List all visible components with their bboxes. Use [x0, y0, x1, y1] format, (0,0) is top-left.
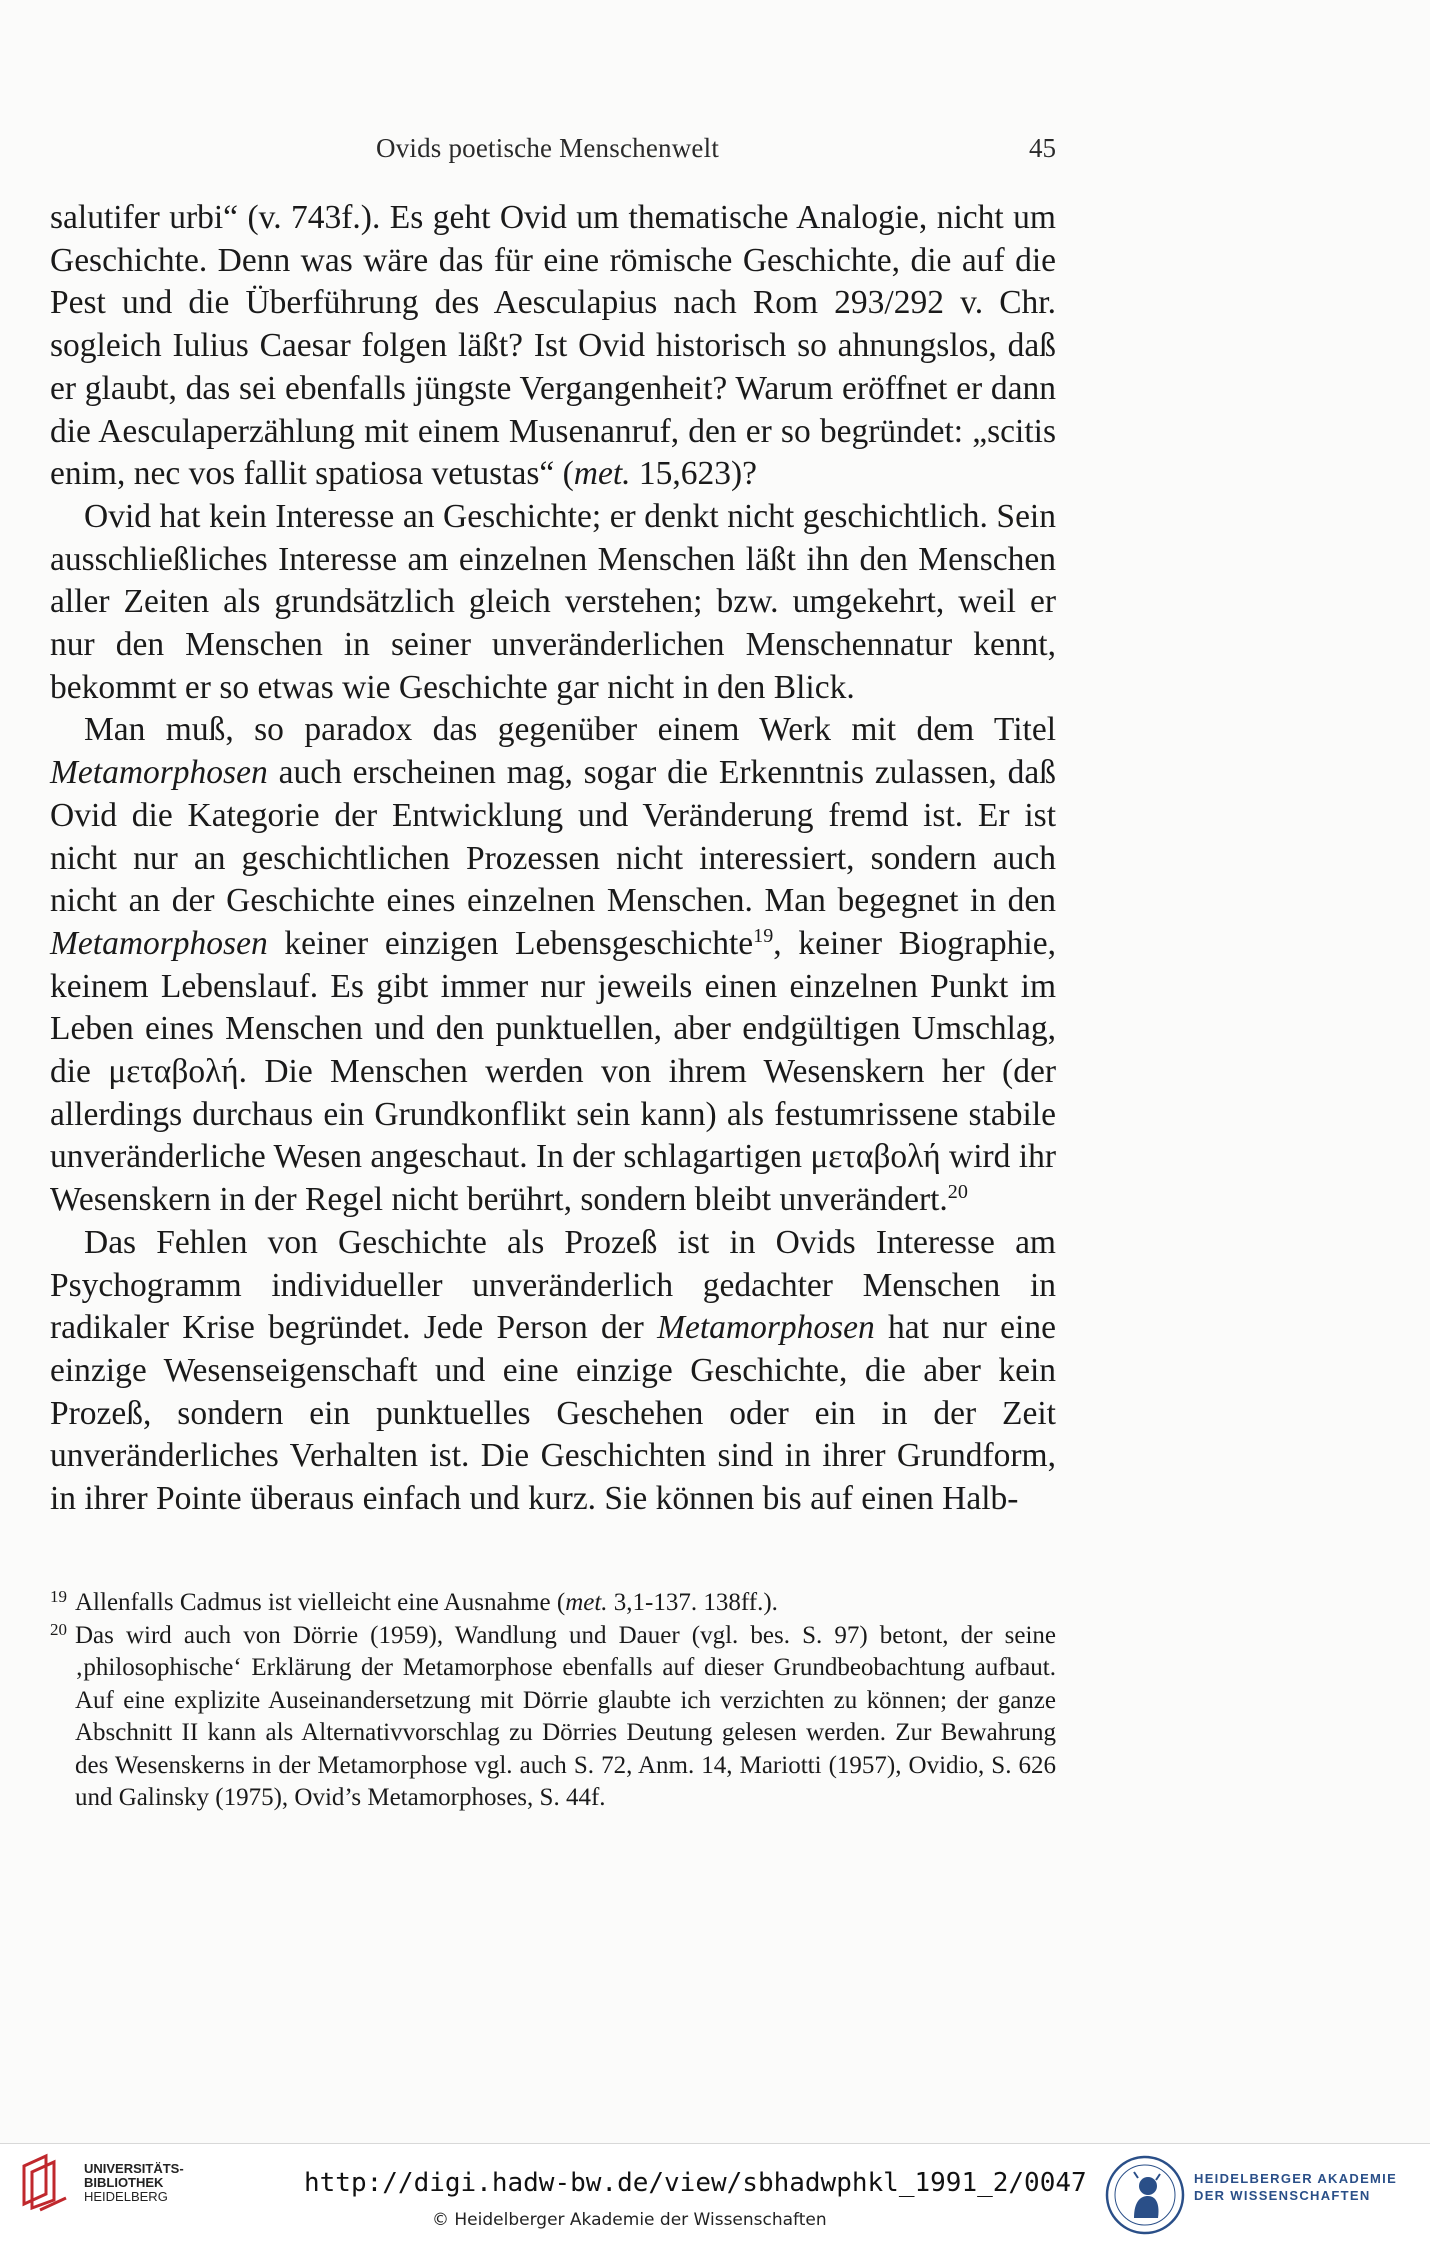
text-run: Man muß, so paradox das gegenüber einem Werk mit dem Titel [84, 711, 1056, 749]
citation-abbrev: met. [573, 455, 631, 493]
footnote-19: 19 Allenfalls Cadmus ist vielleicht eine Ausnahme (met. 3,1-137. 138ff.). [50, 1587, 778, 1616]
library-name-line: UNIVERSITÄTS- [84, 2161, 184, 2176]
body-text [50, 197, 1056, 1521]
text-run: hat nur eine einzige Wesenseigenschaft und eine einzige Geschichte, die aber kein Prozeß, sondern ein punktuelles Geschehen oder ein in der Zeit unveränderliches Verhalten ist. Die Geschichten sind in ihrer Grundform, in ihrer Pointe überaus einfach und kurz. Sie können bis auf einen Halb- [50, 1309, 1056, 1518]
library-name-line: BIBLIOTHEK [84, 2175, 164, 2190]
paragraph-2: Ovid hat kein Interesse an Geschichte; er denkt nicht geschichtlich. Sein ausschließliches Interesse am einzelnen Menschen läßt ihn den Menschen aller Zeiten als grundsätzlich gleich verstehen; bzw. umgekehrt, weil er nur den Menschen in seiner unveränderlichen Menschennatur kennt, bekommt er so etwas wie Geschichte gar nicht in den Blick. [50, 497, 1056, 706]
academy-name-line: DER WISSENSCHAFTEN [1194, 2188, 1371, 2203]
paragraph-1 [50, 197, 1056, 496]
text-run: Das Fehlen von Geschichte als Prozeß ist in Ovids Interesse am Psychogramm individueller unveränderlich gedachter Menschen in radikaler Krise begründet. Jede Person der [50, 1223, 1056, 1347]
footnote-ref-19[interactable]: 19 [753, 924, 774, 947]
permalink-url[interactable]: http://digi.hadw-bw.de/view/sbhadwphkl_1991_2/0047 [304, 2168, 1087, 2198]
university-library-name [84, 2162, 184, 2204]
paragraph-3 [50, 709, 1056, 1221]
academy-seal-icon [1104, 2154, 1186, 2236]
work-title: Metamorphosen [50, 754, 268, 792]
library-name-line: HEIDELBERG [84, 2189, 168, 2204]
footnotes [50, 1587, 1056, 1815]
text-run: 3,1-137. 138ff.). [607, 1589, 778, 1616]
digitization-banner [0, 2143, 1430, 2244]
text-run: salutifer urbi“ (v. 743f.). Es geht Ovid um thematische Analogie, nicht um Geschichte. Denn was wäre das für eine römische Geschichte, die auf die Pest und die Überführung des Aesculapius nach Rom 293/292 v. Chr. sogleich Iulius Caesar folgen läßt? Ist Ovid historisch so ahnungslos, daß er glaubt, das sei ebenfalls jüngste Vergangenheit? Warum eröffnet er dann die Aesculaperzählung mit einem Musenanruf, den er so begründet: „scitis enim, nec vos fallit spatiosa vetustas“ ( [50, 199, 1056, 493]
copyright-notice: © Heidelberger Akademie der Wissenschaften [432, 2210, 827, 2230]
paragraph-4 [50, 1222, 1056, 1521]
text-run: 15,623)? [630, 455, 758, 493]
text-run: Das wird auch von Dörrie (1959), Wandlung und Dauer (vgl. bes. S. 97) betont, der seine ‚philosophische‘ Erklärung der Metamorphose ebenfalls auf dieser Grundbeobachtung aufbaut. Auf eine explizite Auseinandersetzung mit Dörrie glaubte ich verzichten zu können; der ganze Abschnitt II kann als Alternativvorschlag zu Dörries Deutung gelesen werden. Zur Bewahrung des Wesenskerns in der Metamorphose vgl. auch S. 72, Anm. 14, Mariotti (1957), Ovidio, S. 626 und Galinsky (1975), Ovid’s Metamorphoses, S. 44f. [75, 1621, 1056, 1811]
work-title: Metamorphosen [50, 924, 268, 962]
academy-name [1194, 2170, 1397, 2204]
text-run: Allenfalls Cadmus ist vielleicht eine Ausnahme ( [75, 1589, 566, 1616]
text-run: auch erscheinen mag, sogar die Erkenntnis zulassen, daß Ovid die Kategorie der Entwicklung und Veränderung fremd ist. Er ist nicht nur an geschichtlichen Prozessen nicht interessiert, sondern auch nicht an der Geschichte eines einzelnen Menschen. Man begegnet in den [50, 754, 1056, 920]
text-run: keiner einzigen Lebensgeschichte [267, 924, 754, 962]
university-library-logo-icon [16, 2152, 76, 2212]
running-head: Ovids poetische Menschenwelt [376, 133, 720, 163]
footnote-20: 20 Das wird auch von Dörrie (1959), Wandlung und Dauer (vgl. bes. S. 97) betont, der seine ‚philosophische‘ Erklärung der Metamorphose ebenfalls auf dieser Grundbeobachtung aufbaut. Auf eine explizite Auseinandersetzung mit Dörrie glaubte ich verzichten zu können; der ganze Abschnitt II kann als Alternativvorschlag zu Dörries Deutung gelesen werden. Zur Bewahrung des Wesenskerns in der Metamorphose vgl. auch S. 72, Anm. 14, Mariotti (1957), Ovidio, S. 626 und Galinsky (1975), Ovid’s Metamorphoses, S. 44f. [50, 1619, 1056, 1811]
citation-abbrev: met. [565, 1589, 608, 1616]
text-run: , keiner Biographie, keinem Lebenslauf. Es gibt immer nur jeweils einen einzelnen Punkt im Leben eines Menschen und den punktuellen, aber endgültigen Umschlag, die μεταβολή. Die Menschen werden von ihrem Wesenskern her (der allerdings durchaus ein Grundkonflikt sein kann) als festumrissene stabile unveränderliche Wesen angeschaut. In der schlagartigen μεταβολή wird ihr Wesenskern in der Regel nicht berührt, sondern bleibt unverändert. [50, 924, 1057, 1219]
academy-name-line: HEIDELBERGER AKADEMIE [1194, 2171, 1398, 2186]
page-number: 45 [1029, 133, 1056, 163]
footnote-ref-20[interactable]: 20 [947, 1181, 968, 1204]
work-title: Metamorphosen [657, 1309, 875, 1347]
